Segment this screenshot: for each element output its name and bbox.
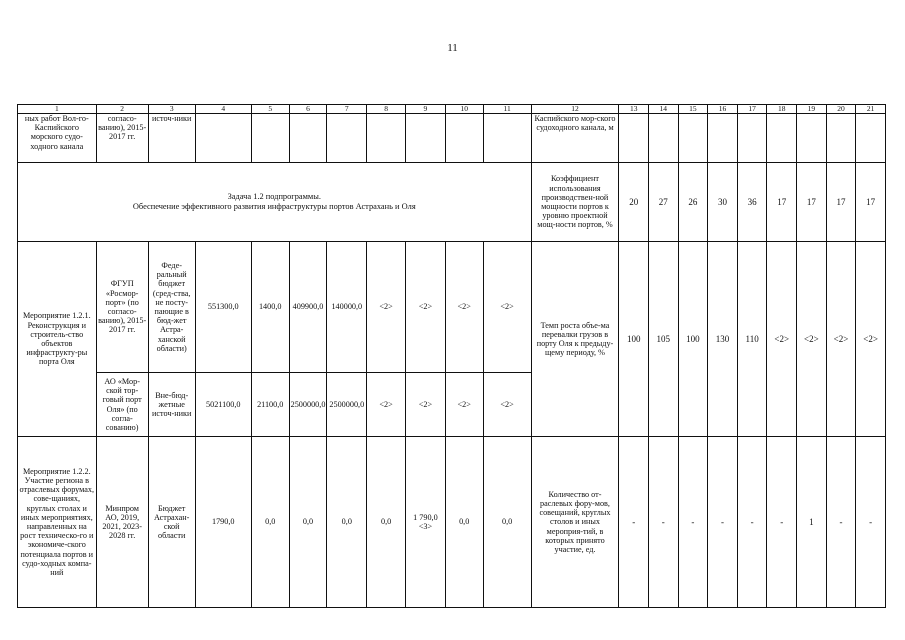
empty-cell (289, 114, 327, 163)
indicator-value: 100 (678, 242, 708, 437)
indicator-value: - (826, 437, 856, 608)
empty-cell (251, 114, 289, 163)
funding-value: 0,0 (251, 437, 289, 608)
funding-value: <2> (367, 242, 406, 373)
column-number: 6 (289, 105, 327, 114)
empty-cell (737, 114, 767, 163)
empty-cell (708, 114, 738, 163)
indicator-value: 27 (649, 163, 679, 242)
indicator-value: 26 (678, 163, 708, 242)
measure-row (18, 242, 886, 373)
column-number: 14 (649, 105, 679, 114)
indicator-cell: Темп роста объе-ма перевалки грузов в порту Оля к предыду-щему периоду, % (531, 242, 619, 437)
indicator-value: <2> (856, 242, 886, 437)
funding-value: <2> (483, 373, 531, 437)
column-number: 5 (251, 105, 289, 114)
indicator-value: 1 (797, 437, 827, 608)
continuation-row (18, 114, 886, 163)
indicator-value: 36 (737, 163, 767, 242)
funding-value: <2> (445, 373, 483, 437)
funding-value: 1 790,0 <3> (406, 437, 446, 608)
task-heading-cell (18, 163, 532, 242)
funding-value: 1790,0 (195, 437, 251, 608)
executor-cell: АО «Мор-ской тор-говый порт Оля» (по согла-сованию) (96, 373, 148, 437)
column-number: 20 (826, 105, 856, 114)
column-number: 3 (148, 105, 195, 114)
indicator-value: - (856, 437, 886, 608)
column-number-row (18, 105, 886, 114)
indicator-value: - (649, 437, 679, 608)
column-number: 10 (445, 105, 483, 114)
source-cell: Феде-ральный бюджет (сред-ства, не посту-пающие в бюд-жет Астра-ханской области) (148, 242, 195, 373)
indicator-value: - (619, 437, 649, 608)
empty-cell (327, 114, 367, 163)
measure-name-cell: Мероприятие 1.2.1. Реконструкция и строитель-ство объектов инфраструкту-ры порта Оля (18, 242, 97, 437)
empty-cell (619, 114, 649, 163)
funding-value: 1400,0 (251, 242, 289, 373)
source-cell: Бюджет Астрахан-ской области (148, 437, 195, 608)
executor-cell: согласо-ванию), 2015-2017 гг. (96, 114, 148, 163)
measure-row (18, 437, 886, 608)
column-number: 19 (797, 105, 827, 114)
indicator-value: - (767, 437, 797, 608)
task-row (18, 163, 886, 242)
funding-value: 0,0 (367, 437, 406, 608)
funding-value: <2> (406, 242, 446, 373)
column-number: 2 (96, 105, 148, 114)
column-number: 8 (367, 105, 406, 114)
indicator-value: 20 (619, 163, 649, 242)
column-number: 12 (531, 105, 619, 114)
measure-name-cell: Мероприятие 1.2.2. Участие региона в отраслевых форумах, сове-щаниях, круглых столах и иных мероприятиях, направленных на рост техническо-го и экономиче-ского потенциала портов и судо-ходных компа-ний (18, 437, 97, 608)
empty-cell (678, 114, 708, 163)
empty-cell (797, 114, 827, 163)
empty-cell (406, 114, 446, 163)
funding-value: 5021100,0 (195, 373, 251, 437)
measure-name-cell: ных работ Вол-го-Каспийского морского судо-ходного канала (18, 114, 97, 163)
column-number: 15 (678, 105, 708, 114)
empty-cell (367, 114, 406, 163)
task-subtitle: Обеспечение эффективного развития инфраструктуры портов Астрахань и Оля (132, 202, 416, 211)
funding-value: 551300,0 (195, 242, 251, 373)
source-cell: источ-ники (148, 114, 195, 163)
indicator-value: 17 (826, 163, 856, 242)
executor-cell: Минпром АО, 2019, 2021, 2023-2028 гг. (96, 437, 148, 608)
column-number: 18 (767, 105, 797, 114)
column-number: 16 (708, 105, 738, 114)
funding-value: 2500000,0 (327, 373, 367, 437)
indicator-cell: Количество от-раслевых фору-мов, совещаний, круглых столов и иных мероприя-тий, в которых принято участие, ед. (531, 437, 619, 608)
funding-value: <2> (406, 373, 446, 437)
funding-value: 0,0 (483, 437, 531, 608)
indicator-cell: Каспийского мор-ского судоходного канала, м (531, 114, 619, 163)
funding-value: <2> (483, 242, 531, 373)
funding-value: <2> (445, 242, 483, 373)
empty-cell (445, 114, 483, 163)
funding-value: 140000,0 (327, 242, 367, 373)
indicator-value: 17 (797, 163, 827, 242)
indicator-value: 100 (619, 242, 649, 437)
column-number: 7 (327, 105, 367, 114)
indicator-value: 105 (649, 242, 679, 437)
column-number: 21 (856, 105, 886, 114)
indicator-value: - (678, 437, 708, 608)
indicator-value: 30 (708, 163, 738, 242)
column-number: 4 (195, 105, 251, 114)
source-cell: Вне-бюд-жетные источ-ники (148, 373, 195, 437)
column-number: 13 (619, 105, 649, 114)
task-title: Задача 1.2 подпрограммы. (227, 191, 321, 201)
empty-cell (826, 114, 856, 163)
indicator-value: 17 (767, 163, 797, 242)
empty-cell (483, 114, 531, 163)
program-measures-table (17, 104, 886, 608)
indicator-value: <2> (767, 242, 797, 437)
indicator-value: 110 (737, 242, 767, 437)
indicator-value: - (708, 437, 738, 608)
executor-cell: ФГУП «Росмор-порт» (по согласо-ванию), 2015-2017 гг. (96, 242, 148, 373)
column-number: 1 (18, 105, 97, 114)
indicator-value: <2> (797, 242, 827, 437)
indicator-cell: Коэффициент использования производствен-ной мощности портов к уровню проектной мощ-ности портов, % (531, 163, 619, 242)
funding-value: 21100,0 (251, 373, 289, 437)
column-number: 9 (406, 105, 446, 114)
indicator-value: 130 (708, 242, 738, 437)
empty-cell (195, 114, 251, 163)
column-number: 17 (737, 105, 767, 114)
funding-value: 0,0 (445, 437, 483, 608)
funding-value: 0,0 (327, 437, 367, 608)
empty-cell (649, 114, 679, 163)
funding-value: 0,0 (289, 437, 327, 608)
page-number: 11 (447, 42, 458, 54)
funding-value: <2> (367, 373, 406, 437)
indicator-value: 17 (856, 163, 886, 242)
indicator-value: <2> (826, 242, 856, 437)
empty-cell (856, 114, 886, 163)
funding-value: 2500000,0 (289, 373, 327, 437)
indicator-value: - (737, 437, 767, 608)
empty-cell (767, 114, 797, 163)
funding-value: 409900,0 (289, 242, 327, 373)
column-number: 11 (483, 105, 531, 114)
